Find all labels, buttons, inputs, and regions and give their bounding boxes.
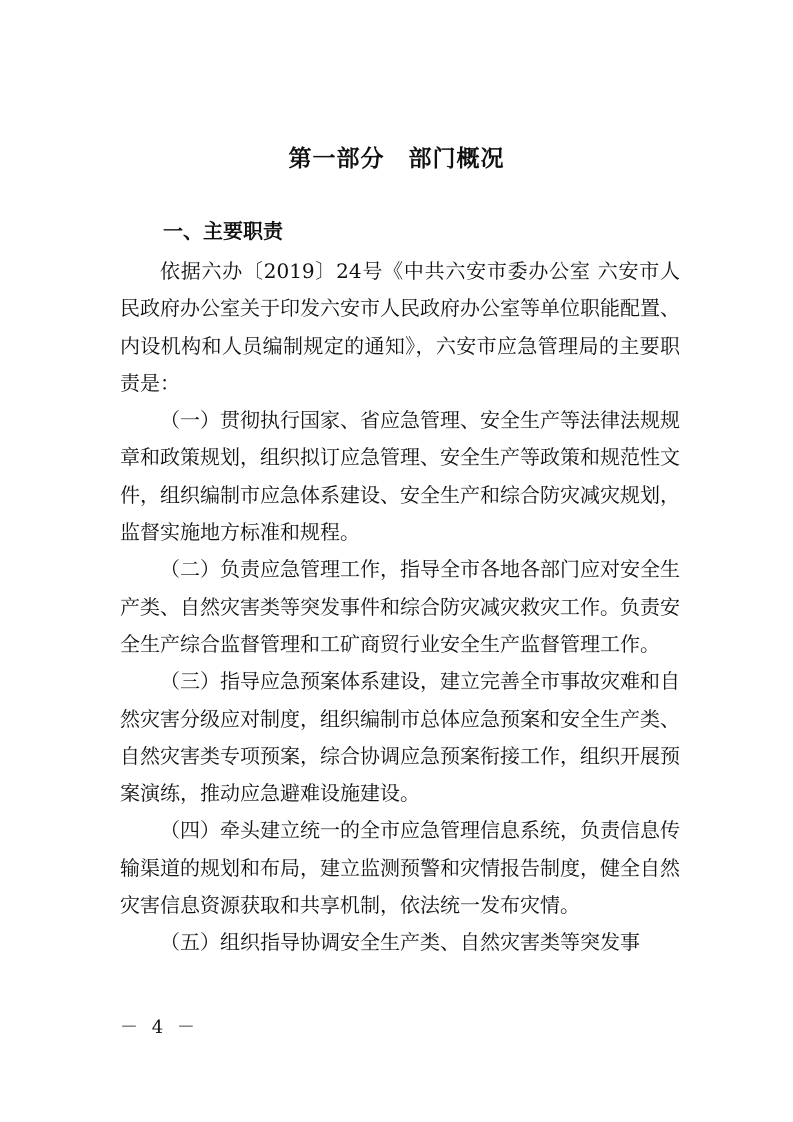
paragraph: （五）组织指导协调安全生产类、自然灾害类等突发事 — [160, 930, 640, 955]
page-number: － 4 － — [120, 1017, 199, 1038]
paragraph: 依据六办〔2019〕24号《中共六安市委办公室 六安市人民政府办公室关于印发六安市人民政府办公室等单位职能配置、内设机构和人员编制规定的通知》，六安市应急管理局的主要职责是： — [120, 259, 680, 395]
paragraph: （三）指导应急预案体系建设，建立完善全市事故灾难和自然灾害分级应对制度，组织编制市总体应急预案和安全生产类、自然灾害类专项预案，综合协调应急预案衔接工作，组织开展预案演练，推动应急避难设施建设。 — [120, 669, 680, 806]
paragraph: （二）负责应急管理工作，指导全市各地各部门应对安全生产类、自然灾害类等突发事件和综合防灾减灾救灾工作。负责安全生产综合监督管理和工矿商贸行业安全生产监督管理工作。 — [120, 557, 680, 656]
section-heading: 一、主要职责 — [163, 219, 283, 243]
paragraph: （一）贯彻执行国家、省应急管理、安全生产等法律法规规章和政策规划，组织拟订应急管理、安全生产等政策和规范性文件，组织编制市应急体系建设、安全生产和综合防灾减灾规划，监督实施地方标准和规程。 — [120, 408, 680, 545]
page-title: 第一部分 部门概况 — [288, 146, 505, 172]
body-text — [120, 253, 680, 962]
paragraph: （四）牵头建立统一的全市应急管理信息系统，负责信息传输渠道的规划和布局，建立监测预警和灾情报告制度，健全自然灾害信息资源获取和共享机制，依法统一发布灾情。 — [120, 818, 680, 918]
